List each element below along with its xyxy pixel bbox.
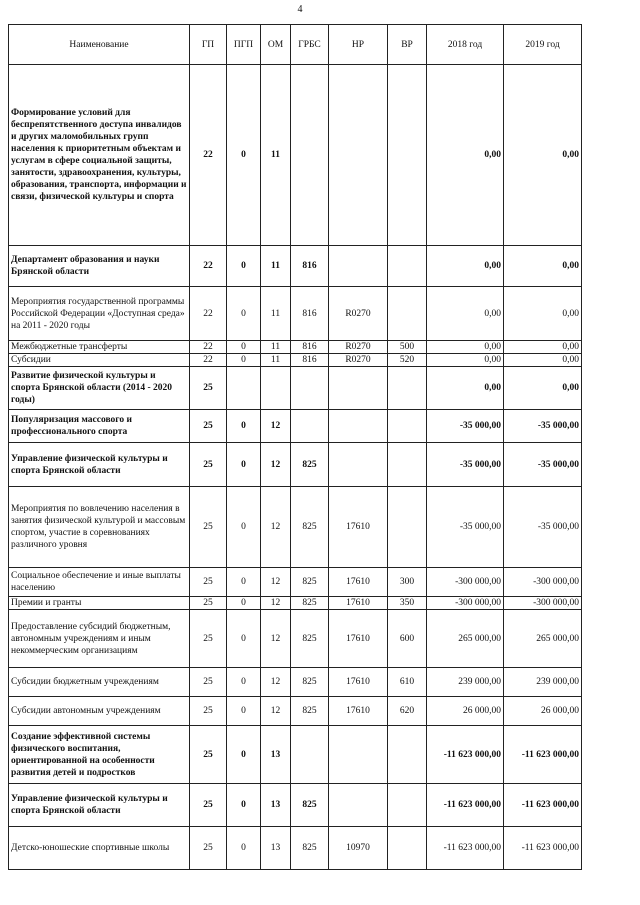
row-grbs: 825 — [291, 487, 329, 568]
row-value-2018: -35 000,00 — [427, 410, 504, 443]
row-vr — [388, 287, 427, 341]
row-om: 12 — [261, 410, 291, 443]
row-value-2019: -35 000,00 — [504, 443, 582, 487]
row-value-2019: -300 000,00 — [504, 597, 582, 610]
row-name: Премии и гранты — [9, 597, 190, 610]
row-pgp: 0 — [227, 410, 261, 443]
row-pgp — [227, 367, 261, 410]
row-vr — [388, 246, 427, 287]
row-nr: R0270 — [329, 287, 388, 341]
row-grbs — [291, 726, 329, 784]
col-header-pgp: ПГП — [227, 25, 261, 65]
row-value-2019: 0,00 — [504, 341, 582, 354]
row-pgp: 0 — [227, 726, 261, 784]
row-value-2018: -11 623 000,00 — [427, 827, 504, 870]
row-value-2018: 0,00 — [427, 354, 504, 367]
row-value-2019: 265 000,00 — [504, 610, 582, 668]
row-om: 12 — [261, 487, 291, 568]
row-pgp: 0 — [227, 610, 261, 668]
row-name: Популяризация массового и профессионального спорта — [9, 410, 190, 443]
row-nr — [329, 367, 388, 410]
row-value-2018: 265 000,00 — [427, 610, 504, 668]
row-pgp: 0 — [227, 443, 261, 487]
row-name: Детско-юношеские спортивные школы — [9, 827, 190, 870]
row-om: 12 — [261, 568, 291, 597]
row-value-2018: -11 623 000,00 — [427, 784, 504, 827]
row-vr — [388, 65, 427, 246]
row-name: Мероприятия по вовлечению населения в занятия физической культурой и массовым спортом, участие в соревнованиях различного уровня — [9, 487, 190, 568]
row-gp: 22 — [190, 246, 227, 287]
row-value-2018: -11 623 000,00 — [427, 726, 504, 784]
row-gp: 22 — [190, 341, 227, 354]
row-value-2018: 0,00 — [427, 341, 504, 354]
row-gp: 25 — [190, 443, 227, 487]
row-grbs: 825 — [291, 784, 329, 827]
row-nr: R0270 — [329, 341, 388, 354]
row-gp: 25 — [190, 597, 227, 610]
col-header-2019: 2019 год — [504, 25, 582, 65]
row-name: Департамент образования и науки Брянской области — [9, 246, 190, 287]
row-vr: 610 — [388, 668, 427, 697]
row-pgp: 0 — [227, 827, 261, 870]
row-gp: 25 — [190, 726, 227, 784]
row-name: Субсидии бюджетным учреждениям — [9, 668, 190, 697]
row-pgp: 0 — [227, 597, 261, 610]
row-pgp: 0 — [227, 65, 261, 246]
table-row — [9, 354, 582, 367]
row-grbs: 825 — [291, 610, 329, 668]
row-name: Субсидии — [9, 354, 190, 367]
row-om: 13 — [261, 827, 291, 870]
table-row — [9, 697, 582, 726]
row-vr — [388, 827, 427, 870]
col-header-om: ОМ — [261, 25, 291, 65]
row-value-2018: 0,00 — [427, 65, 504, 246]
row-gp: 22 — [190, 287, 227, 341]
row-value-2019: 26 000,00 — [504, 697, 582, 726]
row-om: 11 — [261, 287, 291, 341]
row-nr: 17610 — [329, 597, 388, 610]
row-pgp: 0 — [227, 784, 261, 827]
row-pgp: 0 — [227, 487, 261, 568]
table-row — [9, 410, 582, 443]
row-value-2019: 239 000,00 — [504, 668, 582, 697]
row-grbs: 816 — [291, 246, 329, 287]
row-gp: 25 — [190, 827, 227, 870]
table-row — [9, 568, 582, 597]
row-vr — [388, 784, 427, 827]
table-row — [9, 65, 582, 246]
row-vr: 500 — [388, 341, 427, 354]
row-grbs: 825 — [291, 597, 329, 610]
col-header-gp: ГП — [190, 25, 227, 65]
row-value-2019: -300 000,00 — [504, 568, 582, 597]
row-grbs: 816 — [291, 341, 329, 354]
row-name: Предоставление субсидий бюджетным, автономным учреждениям и иным некоммерческим организациям — [9, 610, 190, 668]
row-name: Межбюджетные трансферты — [9, 341, 190, 354]
row-gp: 25 — [190, 610, 227, 668]
row-om — [261, 367, 291, 410]
table-row — [9, 287, 582, 341]
row-grbs: 816 — [291, 287, 329, 341]
row-nr: 17610 — [329, 610, 388, 668]
row-value-2019: 0,00 — [504, 367, 582, 410]
row-vr — [388, 410, 427, 443]
col-header-name: Наименование — [9, 25, 190, 65]
page-number: 4 — [297, 4, 303, 15]
row-pgp: 0 — [227, 697, 261, 726]
row-value-2018: 239 000,00 — [427, 668, 504, 697]
row-nr — [329, 246, 388, 287]
table-row — [9, 610, 582, 668]
row-om: 11 — [261, 246, 291, 287]
row-name: Управление физической культуры и спорта Брянской области — [9, 443, 190, 487]
row-om: 12 — [261, 668, 291, 697]
row-value-2019: -35 000,00 — [504, 487, 582, 568]
row-grbs — [291, 410, 329, 443]
row-value-2018: -35 000,00 — [427, 443, 504, 487]
row-nr: R0270 — [329, 354, 388, 367]
row-pgp: 0 — [227, 568, 261, 597]
table-row — [9, 668, 582, 697]
row-gp: 22 — [190, 65, 227, 246]
row-nr: 10970 — [329, 827, 388, 870]
row-value-2019: 0,00 — [504, 246, 582, 287]
row-name: Социальное обеспечение и иные выплаты населению — [9, 568, 190, 597]
row-value-2018: -35 000,00 — [427, 487, 504, 568]
row-value-2019: -11 623 000,00 — [504, 827, 582, 870]
row-nr: 17610 — [329, 697, 388, 726]
row-vr: 520 — [388, 354, 427, 367]
row-name: Субсидии автономным учреждениям — [9, 697, 190, 726]
row-om: 11 — [261, 354, 291, 367]
row-vr — [388, 367, 427, 410]
row-value-2018: 0,00 — [427, 287, 504, 341]
row-gp: 25 — [190, 568, 227, 597]
row-pgp: 0 — [227, 287, 261, 341]
row-gp: 25 — [190, 784, 227, 827]
row-value-2019: 0,00 — [504, 65, 582, 246]
col-header-vr: ВР — [388, 25, 427, 65]
row-om: 13 — [261, 784, 291, 827]
col-header-grbs: ГРБС — [291, 25, 329, 65]
row-pgp: 0 — [227, 246, 261, 287]
row-grbs: 825 — [291, 827, 329, 870]
row-nr: 17610 — [329, 668, 388, 697]
row-value-2019: -11 623 000,00 — [504, 784, 582, 827]
row-gp: 22 — [190, 354, 227, 367]
row-nr — [329, 65, 388, 246]
row-value-2019: -11 623 000,00 — [504, 726, 582, 784]
row-nr — [329, 784, 388, 827]
row-pgp: 0 — [227, 668, 261, 697]
row-nr: 17610 — [329, 487, 388, 568]
table-row — [9, 487, 582, 568]
row-om: 13 — [261, 726, 291, 784]
col-header-2018: 2018 год — [427, 25, 504, 65]
row-name: Управление физической культуры и спорта Брянской области — [9, 784, 190, 827]
row-vr — [388, 487, 427, 568]
row-nr — [329, 726, 388, 784]
row-grbs: 825 — [291, 697, 329, 726]
row-grbs: 825 — [291, 668, 329, 697]
row-value-2019: -35 000,00 — [504, 410, 582, 443]
row-vr: 600 — [388, 610, 427, 668]
row-grbs: 816 — [291, 354, 329, 367]
row-grbs — [291, 367, 329, 410]
table-row — [9, 827, 582, 870]
row-value-2018: -300 000,00 — [427, 568, 504, 597]
row-om: 12 — [261, 610, 291, 668]
row-nr — [329, 443, 388, 487]
row-om: 12 — [261, 443, 291, 487]
row-pgp: 0 — [227, 354, 261, 367]
table-row — [9, 367, 582, 410]
row-nr — [329, 410, 388, 443]
row-name: Развитие физической культуры и спорта Брянской области (2014 - 2020 годы) — [9, 367, 190, 410]
row-gp: 25 — [190, 668, 227, 697]
row-gp: 25 — [190, 367, 227, 410]
row-vr — [388, 726, 427, 784]
row-value-2018: 0,00 — [427, 246, 504, 287]
table-row — [9, 726, 582, 784]
table-row — [9, 597, 582, 610]
row-vr: 620 — [388, 697, 427, 726]
table-row — [9, 784, 582, 827]
row-gp: 25 — [190, 697, 227, 726]
row-om: 11 — [261, 65, 291, 246]
table-row — [9, 341, 582, 354]
row-name: Формирование условий для беспрепятственного доступа инвалидов и других маломобильных групп населения к приоритетным объектам и услугам в сфере социальной защиты, занятости, здравоохранения, культуры, образования, транспорта, информации и связи, физической культуры и спорта — [9, 65, 190, 246]
table-row — [9, 443, 582, 487]
row-grbs: 825 — [291, 443, 329, 487]
table-row — [9, 246, 582, 287]
col-header-nr: НР — [329, 25, 388, 65]
row-vr — [388, 443, 427, 487]
row-om: 11 — [261, 341, 291, 354]
row-om: 12 — [261, 597, 291, 610]
row-vr: 350 — [388, 597, 427, 610]
row-name: Мероприятия государственной программы Российской Федерации «Доступная среда» на 2011 - 2020 годы — [9, 287, 190, 341]
budget-table — [8, 24, 582, 870]
row-value-2018: -300 000,00 — [427, 597, 504, 610]
row-gp: 25 — [190, 410, 227, 443]
row-vr: 300 — [388, 568, 427, 597]
row-om: 12 — [261, 697, 291, 726]
row-pgp: 0 — [227, 341, 261, 354]
row-grbs: 825 — [291, 568, 329, 597]
row-name: Создание эффективной системы физического воспитания, ориентированной на особенности развития детей и подростков — [9, 726, 190, 784]
table-header-row — [9, 25, 582, 65]
row-nr: 17610 — [329, 568, 388, 597]
row-value-2019: 0,00 — [504, 287, 582, 341]
row-gp: 25 — [190, 487, 227, 568]
row-value-2018: 0,00 — [427, 367, 504, 410]
row-value-2019: 0,00 — [504, 354, 582, 367]
row-grbs — [291, 65, 329, 246]
row-value-2018: 26 000,00 — [427, 697, 504, 726]
